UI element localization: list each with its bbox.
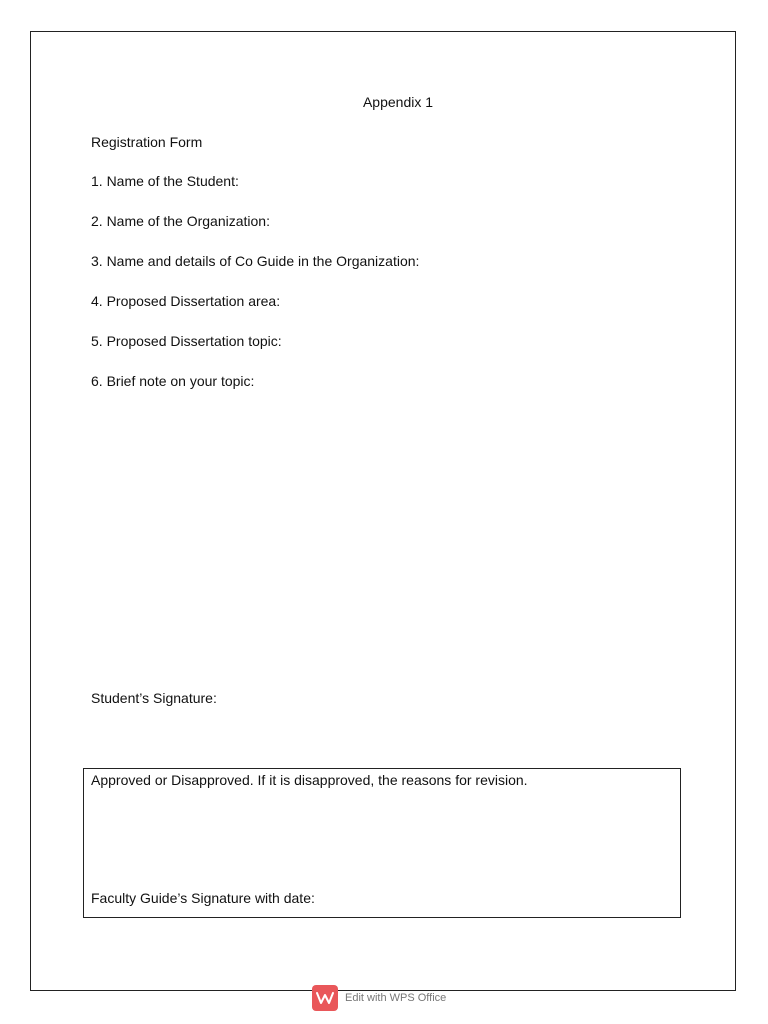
faculty-signature-label: Faculty Guide’s Signature with date: [91, 890, 315, 906]
field-list [91, 173, 419, 413]
approval-instruction: Approved or Disapproved. If it is disapproved, the reasons for revision. [91, 772, 528, 788]
field-dissertation-area: 4. Proposed Dissertation area: [91, 293, 281, 309]
field-student-name: 1. Name of the Student: [91, 173, 239, 189]
field-organization-name: 2. Name of the Organization: [91, 213, 270, 229]
field-co-guide-details: 3. Name and details of Co Guide in the Organization: [91, 253, 420, 269]
student-signature-label: Student’s Signature: [91, 690, 217, 706]
appendix-heading: Appendix 1 [362, 94, 434, 110]
field-dissertation-topic: 5. Proposed Dissertation topic: [91, 333, 282, 349]
document-page [30, 31, 736, 991]
wps-logo-icon[interactable] [312, 985, 338, 1011]
form-title: Registration Form [91, 134, 203, 150]
wps-footer[interactable] [312, 985, 446, 1011]
approval-box [83, 768, 681, 918]
wps-edit-link[interactable]: Edit with WPS Office [345, 992, 447, 1004]
field-topic-note: 6. Brief note on your topic: [91, 373, 255, 389]
